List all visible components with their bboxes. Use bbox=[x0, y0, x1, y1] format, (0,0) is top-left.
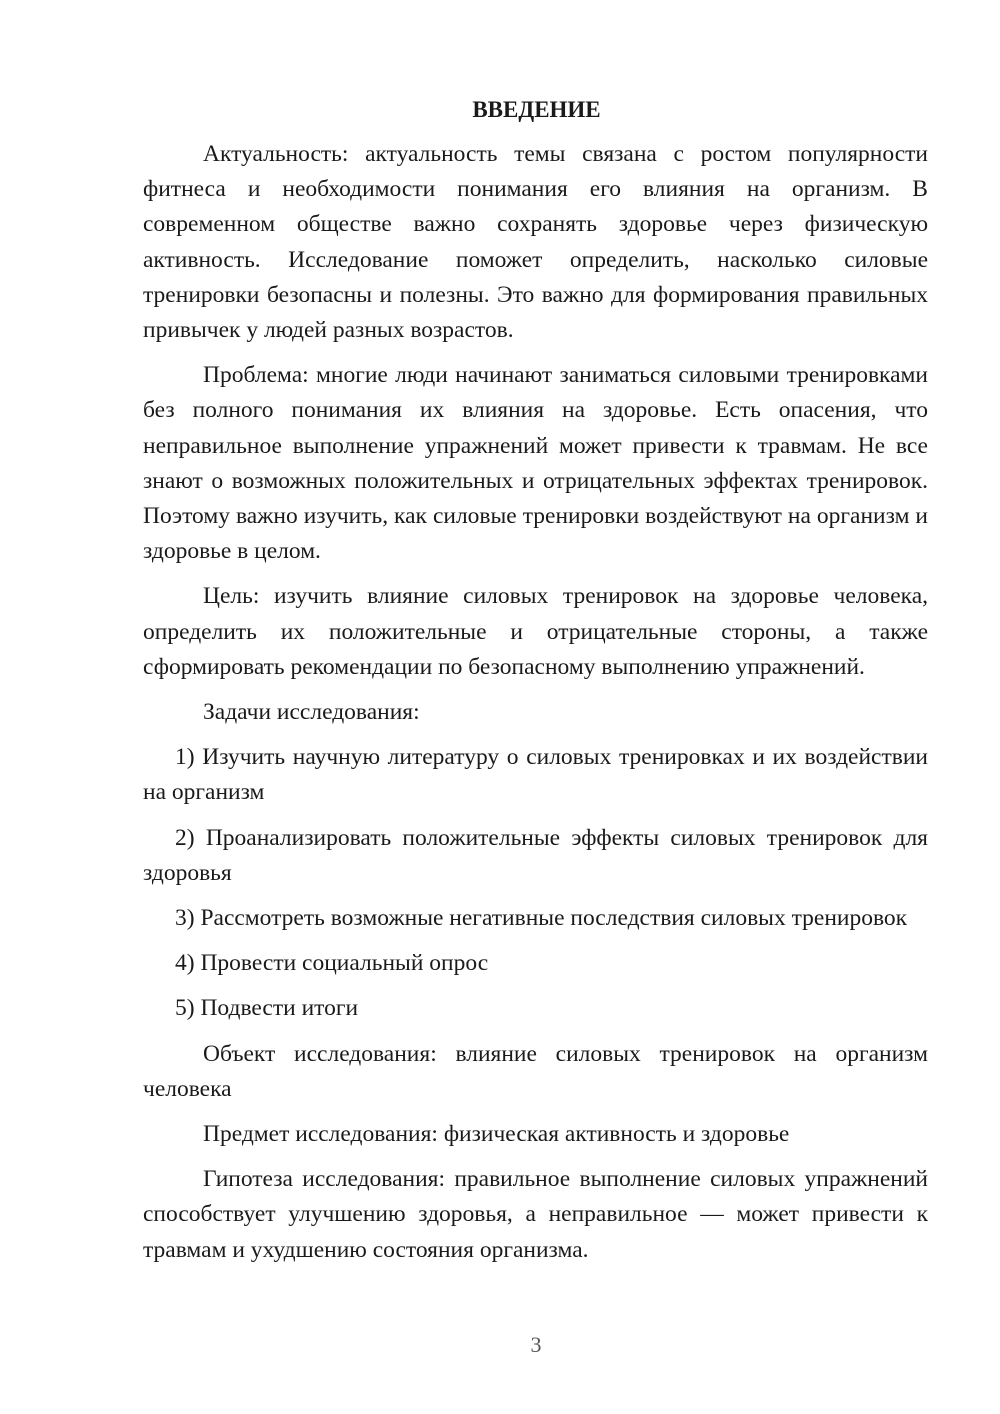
document-page bbox=[143, 92, 928, 1278]
relevance-paragraph: Актуальность: актуальность темы связана с ростом популярности фитнеса и необходимости понимания его влияния на организм. В современном обществе важно сохранять здоровье через физическую активность. Исследование поможет определить, насколько силовые тренировки безопасны и полезны. Это важно для формирования правильных привычек у людей разных возрастов. bbox=[143, 141, 928, 344]
hypothesis-paragraph: Гипотеза исследования: правильное выполнение силовых упражнений способствует улучшению здоровья, а неправильное — может привести к травмам и ухудшению состояния организма. bbox=[143, 1166, 928, 1263]
page-number: 3 bbox=[530, 1332, 542, 1357]
tasks-heading: Задачи исследования: bbox=[203, 699, 420, 726]
subject-paragraph: Предмет исследования: физическая активность и здоровье bbox=[203, 1121, 790, 1148]
problem-paragraph: Проблема: многие люди начинают заниматься силовыми тренировками без полного понимания их влияния на здоровье. Есть опасения, что неправильное выполнение упражнений может привести к травмам. Не все знают о возможных положительных и отрицательных эффектах тренировок. Поэтому важно изучить, как силовые тренировки воздействуют на организм и здоровье в целом. bbox=[143, 362, 928, 565]
task-item-5: 5) Подвести итоги bbox=[175, 995, 359, 1022]
task-item-3: 3) Рассмотреть возможные негативные последствия силовых тренировок bbox=[175, 905, 908, 932]
task-item-4: 4) Провести социальный опрос bbox=[175, 950, 489, 977]
task-item-2: 2) Проанализировать положительные эффекты силовых тренировок для здоровья bbox=[143, 824, 928, 886]
section-title: ВВЕДЕНИЕ bbox=[472, 97, 601, 122]
goal-paragraph: Цель: изучить влияние силовых тренировок на здоровье человека, определить их положительные и отрицательные стороны, а также сформировать рекомендации по безопасному выполнению упражнений. bbox=[143, 583, 928, 680]
task-item-1: 1) Изучить научную литературу о силовых тренировках и их воздействии на организм bbox=[143, 744, 928, 806]
object-paragraph: Объект исследования: влияние силовых тренировок на организм человека bbox=[143, 1040, 928, 1102]
